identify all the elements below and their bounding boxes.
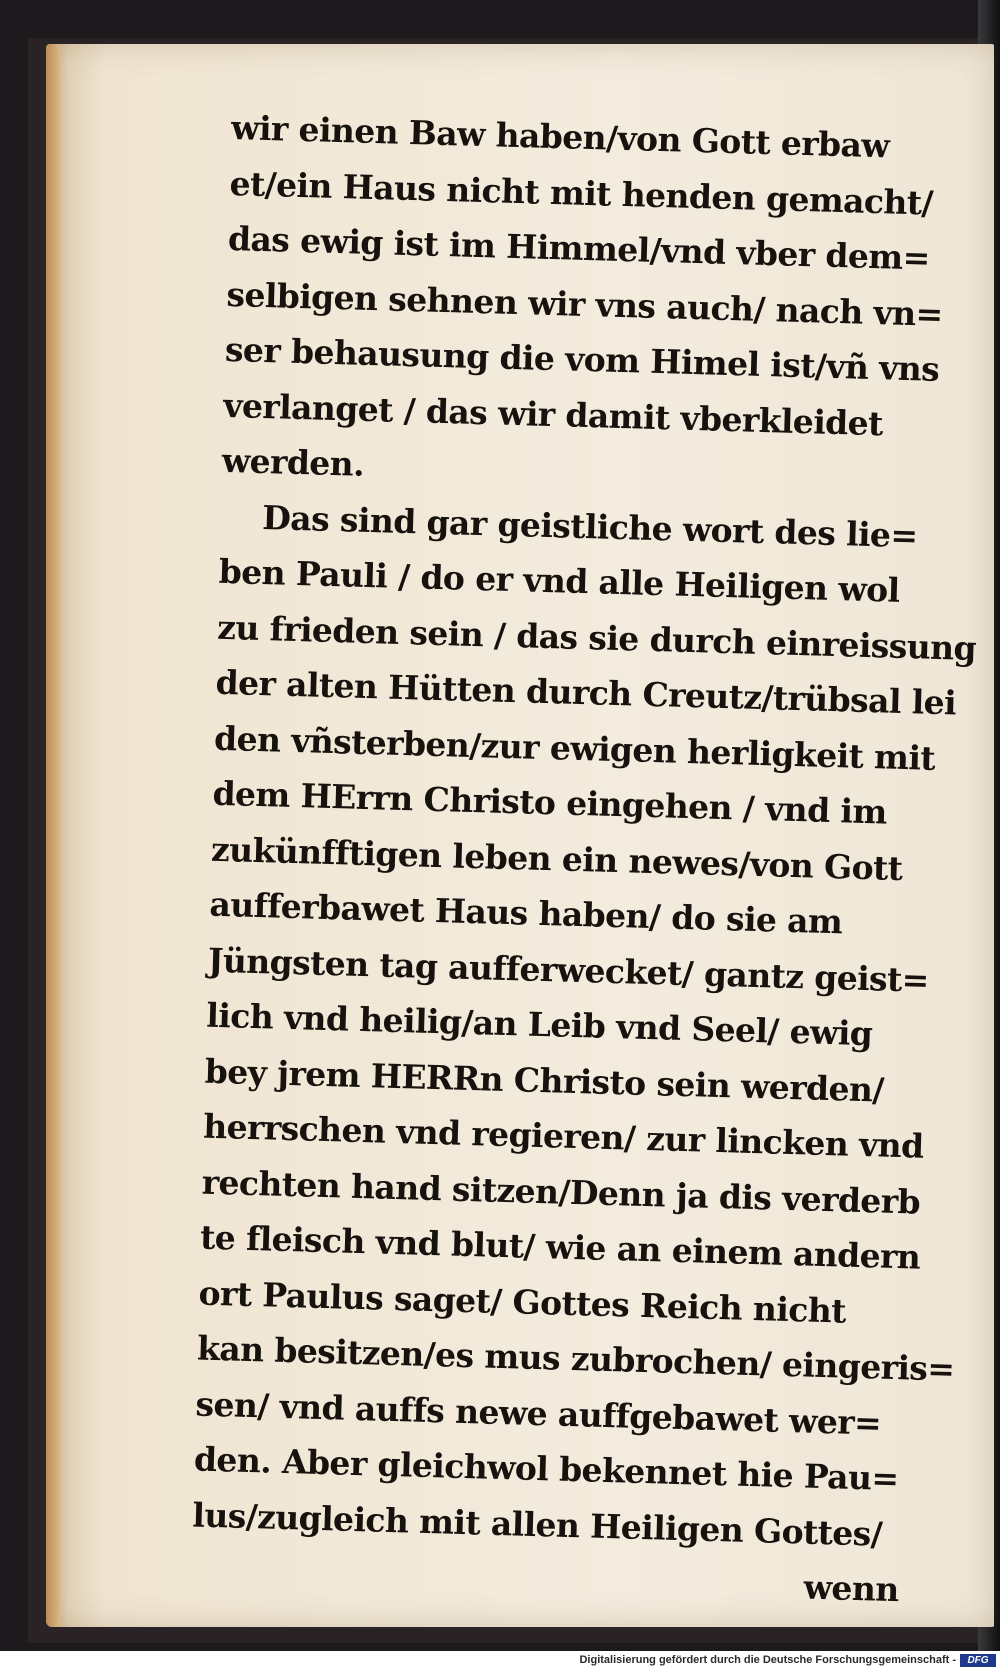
text-line: aufferbawet Haus haben/ do sie am <box>208 884 843 942</box>
page-gutter-edge <box>46 44 60 1627</box>
catchword: wenn <box>803 1567 900 1610</box>
text-line: den. Aber gleichwol bekennet hie Pau= <box>193 1439 899 1499</box>
text-line: sen/ vnd auffs newe auffgebawet wer= <box>195 1383 882 1443</box>
digitization-footer <box>0 1651 1000 1671</box>
body-text <box>190 100 977 1618</box>
text-line: ben Pauli / do er vnd alle Heiligen wol <box>218 551 901 610</box>
text-line: dem HErrn Christo eingehen / vnd im <box>212 773 888 832</box>
text-line: wir einen Baw haben/von Gott erbaw <box>230 107 890 166</box>
text-line: lus/zugleich mit allen Heiligen Gottes/ <box>191 1494 883 1554</box>
text-line: der alten Hütten durch Creutz/trübsal lei <box>215 662 957 723</box>
text-line: lich vnd heilig/an Leib vnd Seel/ ewig <box>205 995 873 1054</box>
text-line: den vñsterben/zur ewigen herligkeit mit <box>213 718 936 778</box>
dfg-logo: DFG <box>960 1654 996 1667</box>
text-line: verlanget / das wir damit vberkleidet <box>222 385 884 443</box>
text-line: ort Paulus saget/ Gottes Reich nicht <box>198 1273 847 1331</box>
text-line: selbigen sehnen wir vns auch/ nach vn= <box>226 274 944 334</box>
text-line: herrschen vnd regieren/ zur lincken vnd <box>202 1106 925 1166</box>
text-line: zukünfftigen leben ein newes/von Gott <box>210 829 903 888</box>
text-line: rechten hand sitzen/Denn ja dis verderb <box>201 1162 921 1222</box>
text-line: zu frieden sein / das sie durch einreissung <box>216 607 977 668</box>
text-line: werden. <box>221 440 365 484</box>
text-line: Jüngsten tag aufferwecket/ gantz geist= <box>207 940 930 1000</box>
text-line: ser behausung die vom Himel ist/vñ vns <box>224 329 940 389</box>
text-line: kan besitzen/es mus zubrochen/ eingeris= <box>196 1328 955 1389</box>
text-line: bey jrem HERRn Christo sein werden/ <box>204 1051 885 1110</box>
text-line: te fleisch vnd blut/ wie an einem andern <box>199 1217 921 1277</box>
paragraph-start-line: Das sind gar geistliche wort des lie= <box>261 497 919 555</box>
text-line: et/ein Haus nicht mit henden gemacht/ <box>229 163 934 223</box>
funding-credit: Digitalisierung gefördert durch die Deutsche Forschungsgemeinschaft - <box>579 1654 956 1666</box>
text-line: das ewig ist im Himmel/vnd vber dem= <box>227 218 931 278</box>
